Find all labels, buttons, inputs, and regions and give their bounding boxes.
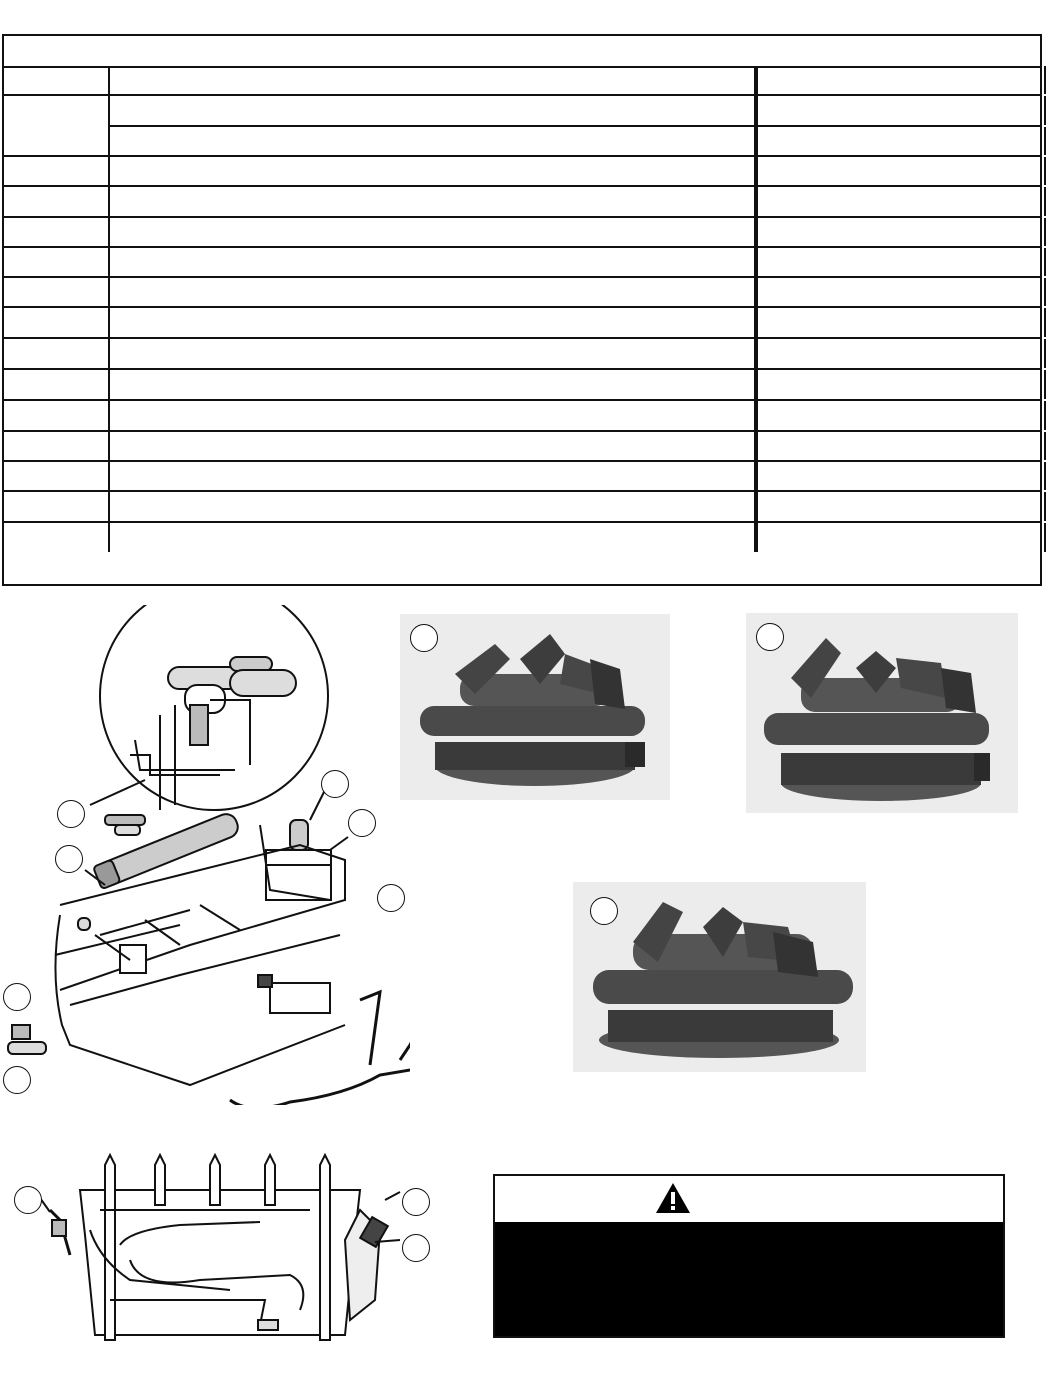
warning-body xyxy=(495,1222,1003,1336)
table-row xyxy=(4,308,1040,339)
table-row xyxy=(4,462,1040,492)
key-number-cell xyxy=(4,125,110,155)
key-number-cell xyxy=(4,308,110,337)
callout-photo-2 xyxy=(756,623,784,651)
parts-table xyxy=(2,34,1042,586)
part-number-cell xyxy=(756,308,1046,337)
table-row xyxy=(4,157,1040,187)
warning-header xyxy=(495,1176,1003,1222)
part-number-cell xyxy=(756,218,1046,246)
callout-fitting xyxy=(3,1066,31,1094)
table-row xyxy=(4,248,1040,278)
callout-burner xyxy=(55,845,83,873)
table-row xyxy=(4,370,1040,401)
description-cell xyxy=(104,492,756,521)
description-cell xyxy=(104,432,756,460)
parts-table-header xyxy=(4,36,1040,68)
key-number-cell xyxy=(4,370,110,399)
key-number-cell xyxy=(4,157,110,185)
description-cell xyxy=(104,462,756,490)
key-number-cell xyxy=(4,432,110,460)
description-cell xyxy=(104,157,756,185)
log-set-photo-3 xyxy=(573,882,866,1072)
warning-text xyxy=(495,1222,1003,1246)
part-number-cell xyxy=(756,127,1046,155)
key-number-cell xyxy=(4,339,110,368)
rear-view-diagram xyxy=(0,1150,440,1350)
callout-photo-3 xyxy=(590,897,618,925)
table-row xyxy=(4,492,1040,523)
table-row xyxy=(4,523,1040,552)
callout-control-valve xyxy=(348,809,376,837)
part-number-cell xyxy=(756,278,1046,306)
callout-rear-right-bottom xyxy=(402,1234,430,1262)
log-set-image-2 xyxy=(746,613,1018,813)
table-row xyxy=(4,339,1040,370)
callout-rear-right-top xyxy=(402,1188,430,1216)
description-cell xyxy=(104,401,756,430)
key-number-cell xyxy=(4,523,110,552)
key-number-cell xyxy=(4,278,110,306)
part-number-cell xyxy=(756,187,1046,216)
callout-photo-1 xyxy=(410,624,438,652)
key-number-cell xyxy=(4,66,110,94)
description-cell xyxy=(104,523,756,552)
table-row xyxy=(4,66,1040,96)
table-row xyxy=(4,278,1040,308)
description-cell xyxy=(104,187,756,216)
table-row xyxy=(4,96,1040,127)
description-cell xyxy=(104,308,756,337)
log-set-image-1 xyxy=(400,614,670,800)
part-number-cell xyxy=(756,248,1046,276)
callout-thermocouple xyxy=(321,770,349,798)
key-number-cell xyxy=(4,462,110,490)
description-cell xyxy=(104,218,756,246)
part-number-cell xyxy=(756,339,1046,368)
part-number-cell xyxy=(756,370,1046,399)
description-cell xyxy=(104,66,756,94)
description-cell xyxy=(104,278,756,306)
description-cell xyxy=(104,370,756,399)
part-number-cell xyxy=(756,401,1046,430)
part-number-cell xyxy=(756,523,1046,552)
rear-view-drawing xyxy=(0,1150,440,1350)
table-row xyxy=(4,218,1040,248)
part-number-cell xyxy=(756,66,1046,94)
warning-box xyxy=(493,1174,1005,1338)
description-cell xyxy=(104,127,756,155)
table-row xyxy=(4,187,1040,218)
key-number-cell xyxy=(4,187,110,216)
part-number-cell xyxy=(756,462,1046,490)
description-cell xyxy=(104,96,756,125)
key-number-cell xyxy=(4,401,110,430)
description-cell xyxy=(104,339,756,368)
part-number-cell xyxy=(756,492,1046,521)
callout-pilot-assembly xyxy=(57,800,85,828)
description-cell xyxy=(104,248,756,276)
key-number-cell xyxy=(4,96,110,125)
key-number-cell xyxy=(4,492,110,521)
part-number-cell xyxy=(756,157,1046,185)
warning-triangle-icon xyxy=(655,1182,691,1214)
table-row xyxy=(4,127,1040,157)
callout-rear-left xyxy=(14,1186,42,1214)
callout-grate xyxy=(377,884,405,912)
log-set-photo-2 xyxy=(746,613,1018,813)
table-row xyxy=(4,432,1040,462)
key-number-cell xyxy=(4,248,110,276)
part-number-cell xyxy=(756,432,1046,460)
key-number-cell xyxy=(4,218,110,246)
log-set-photo-1 xyxy=(400,614,670,800)
exploded-burner-diagram xyxy=(0,605,410,1105)
part-number-cell xyxy=(756,96,1046,125)
table-row xyxy=(4,401,1040,432)
callout-regulator xyxy=(3,983,31,1011)
